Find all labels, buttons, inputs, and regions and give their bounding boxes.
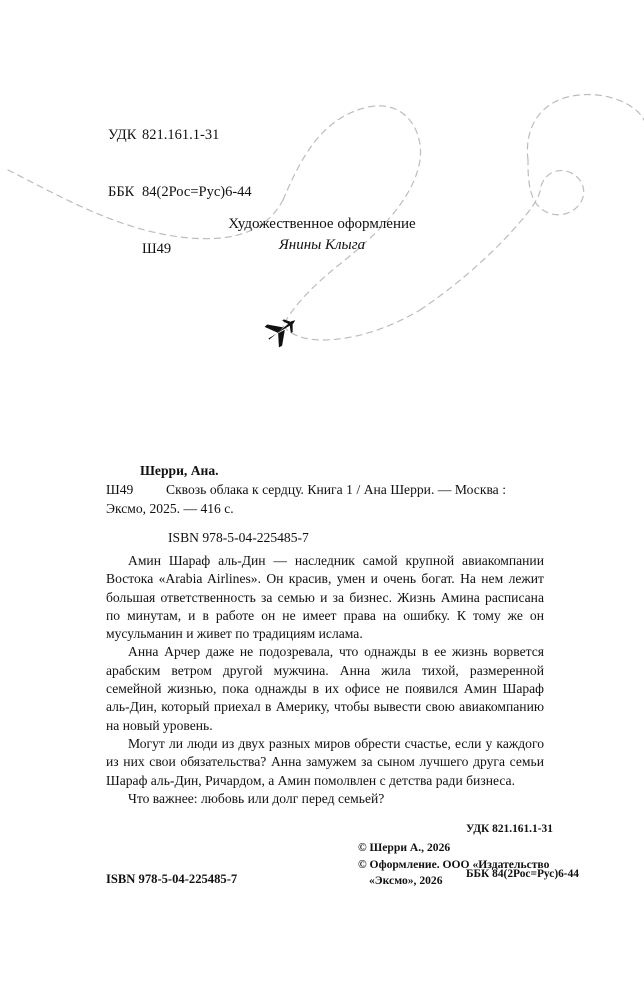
path-right-knot [528,160,584,215]
bbk-line-bottom: ББК 84(2Рос=Рус)6-44 [466,868,579,880]
airplane-icon [262,310,302,350]
design-credits [0,214,644,256]
biblio-author-heading: Шерри, Ана. [140,463,219,478]
copyright-design: © Оформление. ООО «Издательство [358,857,550,871]
copyright-author: © Шерри А., 2026 [358,841,451,854]
copyright-block [358,840,628,890]
udk-row [108,126,252,145]
udk-value: 821.161.1-31 [142,127,220,143]
design-credit-name: Янины Клыга [278,237,366,253]
path-upper-right-arc [527,95,644,160]
shelf-mark-biblio: Ш49 [106,482,134,498]
udk-line-bottom: УДК 821.161.1-31 [466,823,553,835]
udk-label: УДК [108,127,137,143]
design-credit-role: Художественное оформление [228,216,416,232]
bbk-label: ББК [108,184,135,200]
annotation-paragraph: Что важнее: любовь или долг перед семьей? [128,790,385,806]
biblio-entry-text: Сквозь облака к сердцу. Книга 1 / Ана Шерри. — Москва : Эксмо, 2025. — 416 с. [106,482,506,516]
bibliographic-record [106,462,506,548]
copyright-design-cont: «Эксмо», 2026 [369,874,443,887]
classification-top [108,88,252,297]
annotation-paragraph: Анна Арчер даже не подозревала, что однажды в ее жизнь ворвется арабским ветром другой мужчина. Анна жила тихой, размеренной семейной жизнью, пока однажды в их офисе не появился Амин Шараф аль-Дин, который приехал в Америку, чтобы вывести свою авиакомпанию на новый уровень. [106,644,544,733]
annotation-paragraph: Могут ли люди из двух разных миров обрести счастье, если у каждого из них свои обязательства? Анна замужем за сыном лучшего друга семьи Шараф аль-Дин, Ричардом, а Амин помолвлен с детства ради бизнеса. [106,735,544,788]
annotation-paragraph: Амин Шараф аль-Дин — наследник самой крупной авиакомпании Востока «Arabia Airlines». Он красив, умен и очень богат. На нем лежит большая ответственность за семью и за бизнес. Жизнь Амина расписана по минутам, и в работе он не имеет права на ошибку. К тому же он мусульманин и живет по традициям ислама. [106,553,544,642]
biblio-isbn: ISBN 978-5-04-225485-7 [168,530,309,546]
shelf-mark-top: Ш49 [142,241,172,257]
bbk-value: 84(2Рос=Рус)6-44 [142,184,252,200]
bbk-row [108,183,252,202]
isbn-bottom: ISBN 978-5-04-225485-7 [106,872,238,886]
annotation-block [106,552,544,808]
biblio-entry [106,481,506,518]
path-plane-approach [283,310,420,340]
